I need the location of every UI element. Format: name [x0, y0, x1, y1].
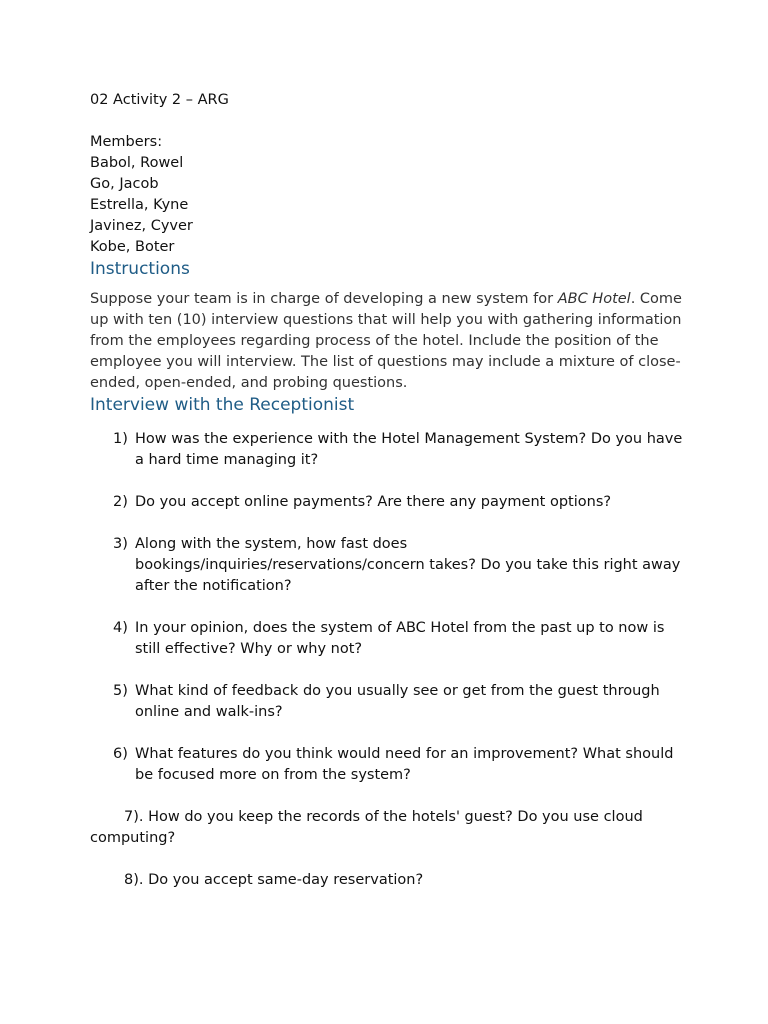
instructions-text-start: Suppose your team is in charge of developing a new system for — [90, 291, 558, 307]
question-number: 1) — [113, 431, 128, 447]
question-item — [90, 744, 683, 786]
member-name: Kobe, Boter — [90, 239, 175, 255]
members-label: Members: — [90, 134, 163, 150]
hotel-name-emphasis: ABC Hotel — [557, 291, 631, 307]
instructions-heading: Instructions — [90, 259, 190, 279]
member-name: Estrella, Kyne — [90, 197, 189, 213]
question-text: What kind of feedback do you usually see or get from the guest through online and walk-ins? — [135, 683, 660, 720]
document-page — [90, 90, 690, 891]
members-block — [90, 132, 690, 258]
interview-heading: Interview with the Receptionist — [90, 395, 355, 415]
question-text: In your opinion, does the system of ABC Hotel from the past up to now is still effective? Why or why not? — [135, 620, 665, 657]
document-title: 02 Activity 2 – ARG — [90, 92, 229, 108]
question-item — [90, 534, 683, 597]
member-name: Javinez, Cyver — [90, 218, 193, 234]
question-number: 3) — [113, 536, 128, 552]
question-text: Do you accept online payments? Are there any payment options? — [135, 494, 612, 510]
member-name: Babol, Rowel — [90, 155, 184, 171]
question-item — [90, 429, 683, 471]
question-item — [90, 492, 683, 513]
question-text: What features do you think would need for an improvement? What should be focused more on from the system? — [135, 746, 674, 783]
question-number: 6) — [113, 746, 128, 762]
question-number: 2) — [113, 494, 128, 510]
question-item — [90, 618, 683, 660]
question-item: 7). How do you keep the records of the hotels' guest? Do you use cloud computing? — [90, 809, 643, 846]
question-text: How was the experience with the Hotel Management System? Do you have a hard time managing it? — [135, 431, 683, 468]
question-text: Along with the system, how fast does bookings/inquiries/reservations/concern takes? Do you take this right away after the notification? — [135, 536, 681, 594]
question-item: 8). Do you accept same-day reservation? — [124, 872, 424, 888]
member-name: Go, Jacob — [90, 176, 159, 192]
question-number: 4) — [113, 620, 128, 636]
question-number: 5) — [113, 683, 128, 699]
instructions-text-end: . Come up with ten (10) interview questions that will help you with gathering information from the employees regarding process of the hotel. Include the position of the employee you will interview. The list of questions may include a mixture of close-ended, open-ended, and probing questions. — [90, 291, 682, 391]
instructions-text — [90, 289, 682, 394]
question-item — [90, 681, 683, 723]
